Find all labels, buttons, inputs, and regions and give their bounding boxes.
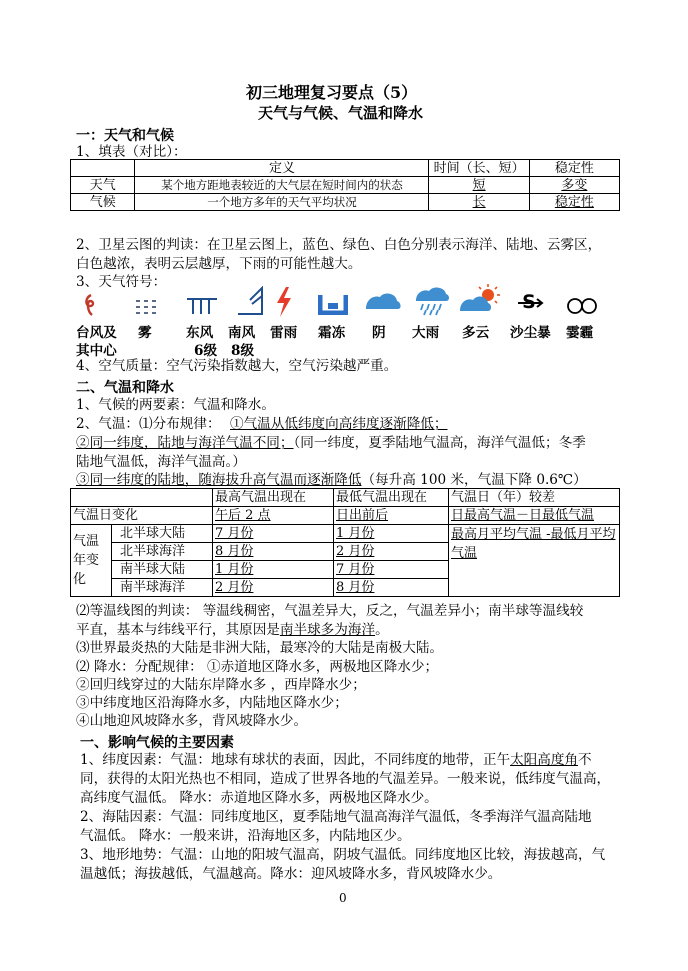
table-cell-annual-min: 2 月份 — [334, 543, 449, 561]
satellite-text-line1: 2、卫星云图的判读：在卫星云图上，蓝色、绿色、白色分别表示海洋、陆地、云雾区， — [76, 237, 602, 253]
fog-icon — [134, 298, 160, 316]
isotherm-text-b: 南半球多为海洋 — [279, 622, 376, 638]
symbol-label-sandstorm: 沙尘暴 — [510, 325, 551, 341]
table-header-temp-range: 气温日（年）较差 — [449, 489, 620, 507]
table-cell-daily-range: 日最高气温－日最低气温 — [449, 507, 620, 525]
symbol-label-center: 其中心 — [76, 343, 117, 359]
table-cell-region: 北半球大陆 — [112, 525, 213, 543]
temperature-distribution-label: 2、气温：⑴分布规律： — [76, 416, 221, 432]
satellite-text-line2: 白色越浓，表明云层越厚，下雨的可能性越大。 — [76, 256, 362, 272]
table-cell-definition: 某个地方距地表较近的大气层在短时间内的状态 — [135, 177, 429, 194]
table-header-time: 时间（长、短） — [429, 160, 529, 177]
precipitation-rule-4: ④山地迎风坡降水多，背风坡降水少。 — [76, 713, 308, 729]
page-subtitle: 天气与气候、气温和降水 — [258, 104, 424, 122]
latitude-factor-line2: 同，获得的太阳光热也不相同，造成了世界各地的气温差异。一般来说，低纬度气温高， — [80, 771, 611, 787]
symbol-label-east-wind: 东风 — [186, 325, 214, 341]
table-row-label-daily: 气温日变化 — [71, 507, 213, 525]
table-cell-annual-min: 7 月份 — [334, 561, 449, 579]
temperature-rule-3: ③同一纬度的陆地，随海拔升高气温而逐渐降低 — [76, 472, 362, 488]
symbol-label-cloudy: 多云 — [462, 325, 490, 341]
symbol-label-frost: 霜冻 — [318, 325, 346, 341]
frost-icon — [318, 293, 348, 315]
table-header-min-temp: 最低气温出现在 — [334, 489, 449, 507]
weather-symbols-label: 3、天气符号： — [76, 274, 167, 290]
page-number: 0 — [339, 891, 347, 905]
temperature-rule-1: ①气温从低纬度向高纬度逐渐降低； — [230, 416, 448, 432]
latitude-factor-a: 1、纬度因素：气温：地球有球状的表面，因此，不同纬度的地带，正午 — [80, 752, 511, 768]
annual-range-text: 最高月平均气温 -最低月平均气温 — [451, 527, 616, 561]
svg-text:S: S — [522, 291, 536, 313]
terrain-factor-line2: 温越低；海拔越低，气温越高。降水：迎风坡降水多，背风坡降水少。 — [80, 866, 502, 882]
precipitation-rule-3: ③中纬度地区沿海降水多，内陆地区降水少； — [76, 695, 348, 711]
temperature-variation-table — [70, 488, 620, 597]
symbol-label-level6: 6级 — [194, 343, 218, 359]
land-sea-factor-line1: 2、海陆因素：气温：同纬度地区，夏季陆地气温高海洋气温低，冬季海洋气温高陆地 — [80, 809, 592, 825]
symbol-label-level8: 8级 — [231, 343, 255, 359]
fill-table-label: 1、填表（对比）： — [76, 144, 187, 160]
climate-elements-text: 1、气候的两要素：气温和降水。 — [76, 397, 275, 413]
extreme-continents-text: ⑶世界最炎热的大陆是非洲大陆，最寒冷的大陆是南极大陆。 — [76, 640, 444, 656]
thunderstorm-icon — [274, 286, 294, 318]
cloudy-icon — [458, 283, 502, 315]
table-cell-annual-max: 7 月份 — [213, 525, 334, 543]
terrain-factor-line1: 3、地形地势：气温：山地的阳坡气温高，阴坡气温低。同纬度地区比较，海拔越高，气 — [80, 847, 606, 863]
table-cell-annual-max: 1 月份 — [213, 561, 334, 579]
symbol-label-thunderstorm: 雷雨 — [270, 325, 298, 341]
section-heading-temp-precip: 二、气温和降水 — [76, 380, 174, 396]
page-title: 初三地理复习要点（5） — [246, 83, 418, 102]
symbol-label-overcast: 阴 — [372, 325, 386, 341]
temperature-rule-2-note: （同一纬度，夏季陆地气温高，海洋气温低；冬季 — [293, 435, 586, 451]
typhoon-icon — [82, 292, 98, 318]
table-header-stability: 稳定性 — [529, 160, 619, 177]
table-cell-daily-max: 午后 2 点 — [213, 507, 334, 525]
table-cell-region: 南半球大陆 — [112, 561, 213, 579]
table-cell-annual-max: 2 月份 — [213, 579, 334, 597]
east-wind-icon — [186, 296, 218, 316]
latitude-factor-line1 — [80, 751, 592, 770]
land-sea-factor-line2: 气温低。 降水：一般来讲，沿海地区多，内陆地区少。 — [80, 828, 411, 844]
table-cell-stability: 多变 — [529, 177, 619, 194]
temperature-rule-2-line2: 陆地气温低，海洋气温高。） — [76, 454, 246, 470]
table-cell-time: 长 — [429, 194, 529, 211]
table-header-definition: 定义 — [135, 160, 429, 177]
symbol-label-typhoon: 台风及 — [76, 325, 117, 341]
table-row-label-annual: 气温年变化 — [71, 525, 112, 597]
table-cell-stability: 稳定性 — [529, 194, 619, 211]
table-cell-name: 气候 — [71, 194, 135, 211]
weather-climate-table — [70, 159, 620, 211]
table-cell-annual-min: 8 月份 — [334, 579, 449, 597]
precipitation-rule-2: ②回归线穿过的大陆东岸降水多 ，西岸降水少； — [76, 677, 366, 693]
section-heading-climate-factors: 一、影响气候的主要因素 — [80, 735, 234, 751]
table-cell-annual-max: 8 月份 — [213, 543, 334, 561]
symbol-label-fog: 雾 — [138, 325, 152, 341]
table-cell-annual-min: 1 月份 — [334, 525, 449, 543]
heavy-rain-icon — [414, 286, 450, 316]
isotherm-text-c: 。 — [375, 622, 389, 638]
symbol-label-heavy-rain: 大雨 — [412, 325, 440, 341]
table-cell-region: 南半球海洋 — [112, 579, 213, 597]
table-cell-annual-range — [449, 525, 620, 597]
latitude-factor-c: 不 — [578, 752, 592, 768]
symbol-label-south-wind: 南风 — [228, 325, 256, 341]
isotherm-text-line1: ⑵等温线图的判读： 等温线稠密，气温差异大，反之，气温差异小；南半球等温线较 — [76, 603, 584, 619]
section-heading-weather-climate: 一：天气和气候 — [76, 128, 174, 144]
table-cell-name: 天气 — [71, 177, 135, 194]
sandstorm-icon — [514, 291, 544, 315]
precipitation-rule-1: ⑵ 降水：分配规律： ①赤道地区降水多，两极地区降水少； — [76, 659, 439, 675]
table-header-max-temp: 最高气温出现在 — [213, 489, 334, 507]
table-cell-definition: 一个地方多年的天气平均状况 — [135, 194, 429, 211]
air-quality-text: 4、空气质量：空气污染指数越大，空气污染越严重。 — [76, 358, 398, 374]
table-cell-region: 北半球海洋 — [112, 543, 213, 561]
south-wind-icon — [236, 286, 264, 316]
isotherm-text-a: 平直，基本与纬线平行，其原因是 — [76, 622, 280, 638]
latitude-factor-line3: 高纬度气温低。 降水：赤道地区降水多，两极地区降水少。 — [80, 790, 438, 806]
symbol-label-haze: 霎霾 — [566, 325, 594, 341]
temperature-rule-2: ②同一纬度，陆地与海洋气温不同； — [76, 435, 294, 451]
table-cell-time: 短 — [429, 177, 529, 194]
temperature-rule-3-note: （每升高 100 米，气温下降 0.6℃） — [361, 472, 587, 488]
isotherm-text-line2 — [76, 621, 389, 640]
haze-icon — [566, 296, 598, 316]
latitude-factor-b: 太阳高度角 — [510, 752, 579, 768]
overcast-icon — [364, 291, 402, 313]
table-cell-daily-min: 日出前后 — [334, 507, 449, 525]
temperature-rule-2-line1 — [76, 434, 586, 453]
